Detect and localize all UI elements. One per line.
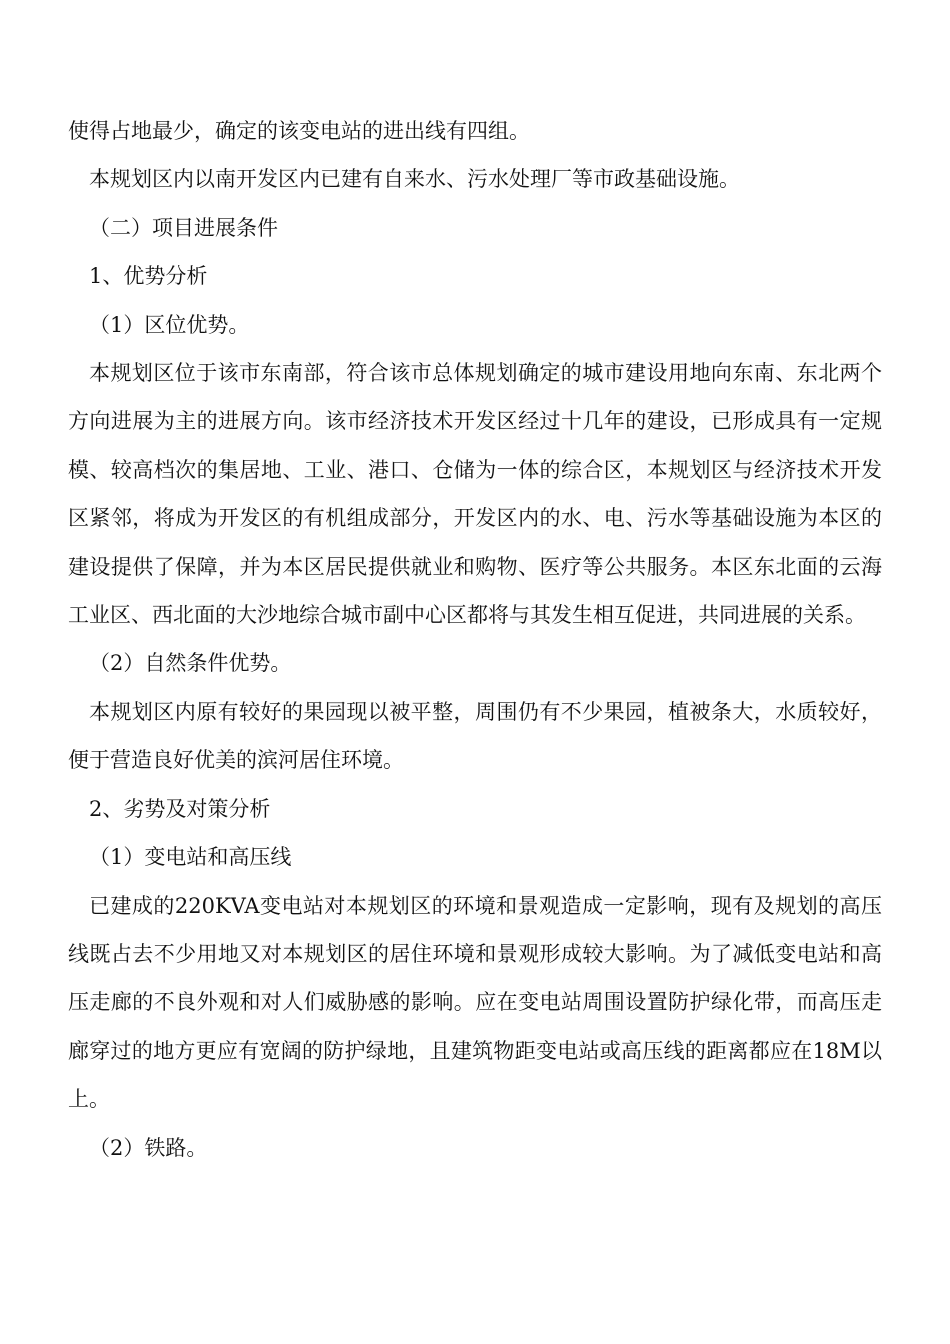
paragraph-infrastructure: 本规划区内以南开发区内已建有自来水、污水处理厂等市政基础设施。 — [89, 167, 740, 192]
paragraph-natural: 本规划区内原有较好的果园现以被平整，周围仍有不少果园，植被条大，水质较好，便于营造良好优美的滨河居住环境。 — [68, 699, 882, 773]
paragraph-location: 本规划区位于该市东南部，符合该市总体规划确定的城市建设用地向东南、东北两个方向进展为主的进展方向。该市经济技术开发区经过十几年的建设，已形成具有一定规模、较高档次的集居地、工业、港口、仓储为一体的综合区，本规划区与经济技术开发区紧邻，将成为开发区的有机组成部分，开发区内的水、电、污水等基础设施为本区的建设提供了保障，并为本区居民提供就业和购物、医疗等公共服务。本区东北面的云海工业区、西北面的大沙地综合城市副中心区都将与其发生相互促进，共同进展的关系。 — [68, 361, 882, 628]
paragraph-continuation: 使得占地最少，确定的该变电站的进出线有四组。 — [68, 119, 530, 143]
subheading-natural: （2）自然条件优势。 — [89, 651, 292, 676]
section-heading-conditions: （二）项目进展条件 — [89, 215, 278, 240]
subheading-disadvantages: 2、劣势及对策分析 — [89, 796, 271, 821]
subheading-railway: （2）铁路。 — [89, 1135, 208, 1160]
paragraph-substation: 已建成的220KVA变电站对本规划区的环境和景观造成一定影响，现有及规划的高压线既占去不少用地又对本规划区的居住环境和景观形成较大影响。为了减低变电站和高压走廊的不良外观和对人们威胁感的影响。应在变电站周围设置防护绿化带，而高压走廊穿过的地方更应有宽阔的防护绿地，且建筑物距变电站或高压线的距离都应在18M以上。 — [68, 893, 882, 1112]
subheading-location: （1）区位优势。 — [89, 312, 250, 337]
subheading-advantages: 1、优势分析 — [89, 264, 208, 289]
subheading-substation: （1）变电站和高压线 — [89, 845, 292, 870]
